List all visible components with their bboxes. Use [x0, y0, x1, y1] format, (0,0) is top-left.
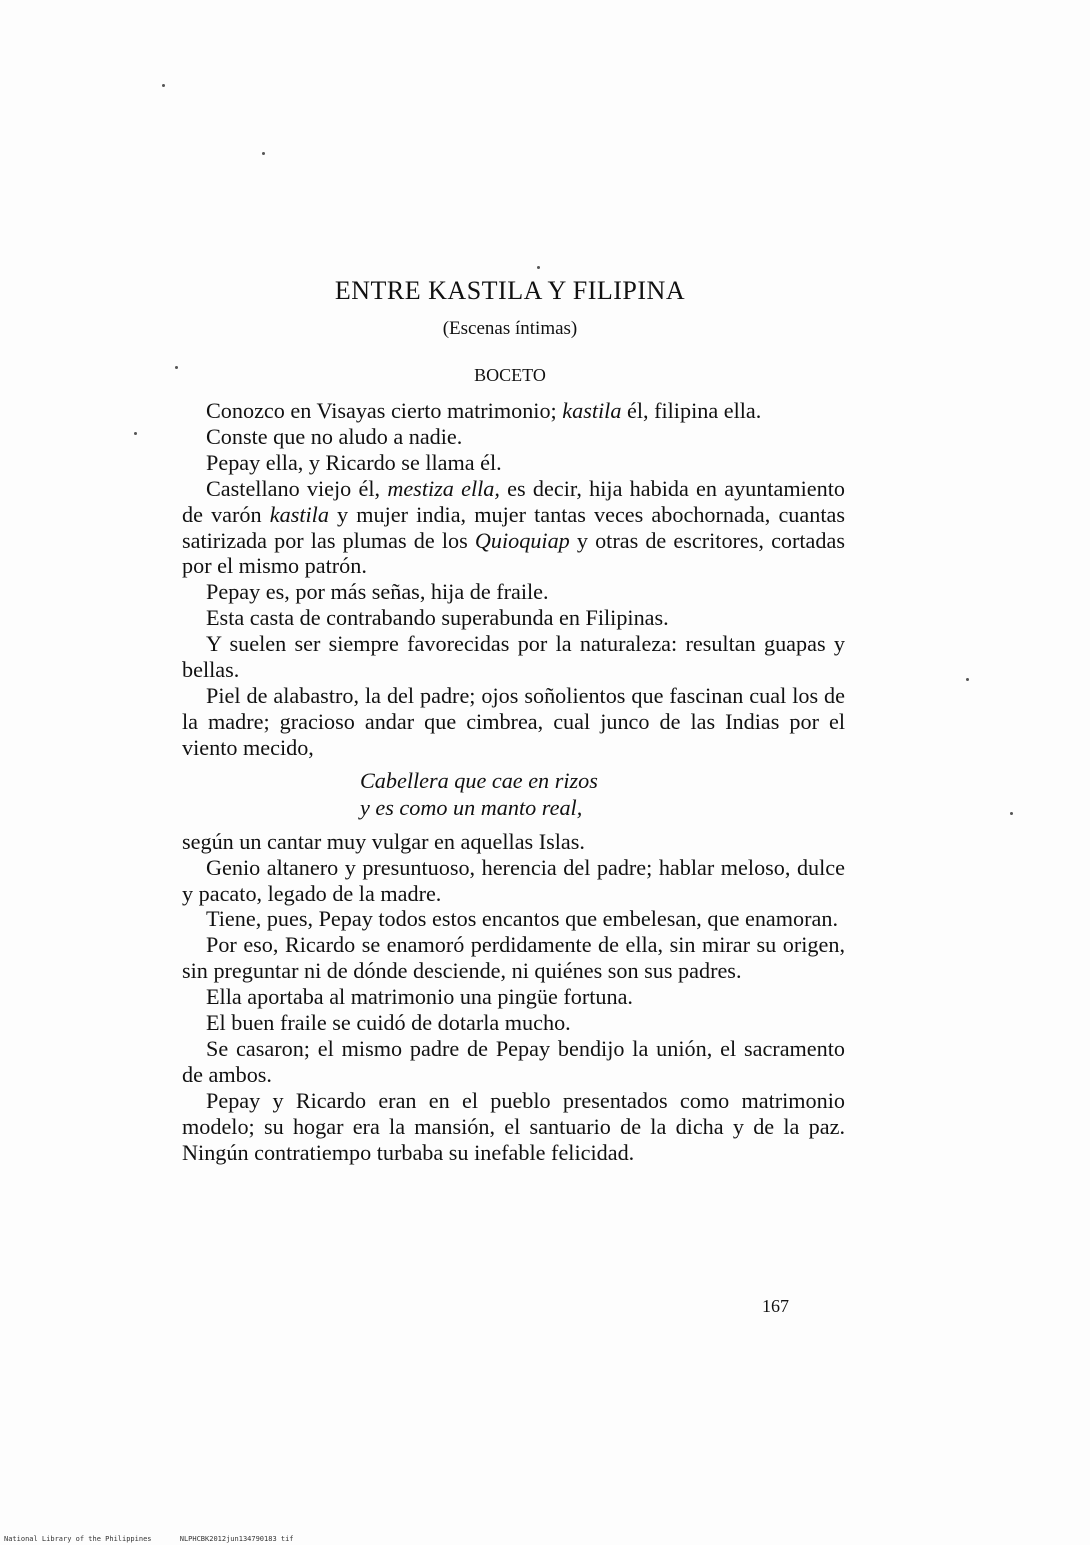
scan-speck [162, 84, 165, 87]
paragraph-14: Se casaron; el mismo padre de Pepay bendijo la unión, el sacramento de ambos. [182, 1035, 845, 1087]
paragraph-9: Genio altanero y presuntuoso, herencia del padre; hablar meloso, dulce y pacato, legado de la madre. [182, 854, 845, 906]
page-number: 167 [762, 1296, 789, 1316]
paragraph-6: Esta casta de contrabando superabunda en Filipinas. [206, 605, 669, 631]
paragraph-2: Conste que no aludo a nadie. [206, 423, 463, 449]
scan-footer [4, 1535, 318, 1543]
verse-block [360, 767, 845, 821]
paragraph-7: Y suelen ser siempre favorecidas por la naturaleza: resultan guapas y bellas. [182, 631, 845, 683]
scan-speck [537, 266, 540, 269]
paragraph-15: Pepay y Ricardo eran en el pueblo presentados como matrimonio modelo; su hogar era la mansión, el santuario de la dicha y de la paz. Ningún contratiempo turbaba su inefable felicidad. [182, 1087, 845, 1165]
footer-file: NLPHCBK2012jun134790183 tif [179, 1535, 294, 1543]
body-text [182, 398, 845, 1165]
scan-speck [262, 152, 265, 155]
paragraph-13: El buen fraile se cuidó de dotarla mucho. [206, 1010, 571, 1036]
verse-line-2: y es como un manto real, [360, 794, 583, 820]
chapter-subtitle: (Escenas íntimas) [442, 318, 578, 339]
footer-library: National Library of the Philippines [4, 1535, 152, 1543]
verse-line-1: Cabellera que cae en rizos [360, 767, 598, 793]
paragraph-3: Pepay ella, y Ricardo se llama él. [206, 449, 502, 475]
chapter-title: ENTRE KASTILA Y FILIPINA [334, 276, 686, 305]
scan-speck [1010, 812, 1013, 815]
paragraph-5: Pepay es, por más señas, hija de fraile. [206, 579, 549, 605]
paragraph-11: Por eso, Ricardo se enamoró perdidamente de ella, sin mirar su origen, sin preguntar ni de dónde desciende, ni quiénes son sus padres. [182, 932, 845, 984]
paragraph-1: Conozco en Visayas cierto matrimonio; kastila él, filipina ella. [206, 398, 762, 423]
scan-speck [175, 366, 178, 369]
scan-speck [966, 678, 969, 681]
paragraph-4: Castellano viejo él, mestiza ella, es decir, hija habida en ayuntamiento de varón kastila y mujer india, mujer tantas veces abochornada, cuantas satirizada por las plumas de los Quioquiap y otras de escritores, cortadas por el mismo patrón. [182, 475, 845, 579]
paragraph-after-verse: según un cantar muy vulgar en aquellas Islas. [182, 828, 585, 854]
scan-speck [134, 432, 137, 435]
paragraph-10: Tiene, pues, Pepay todos estos encantos que embelesan, que enamoran. [206, 906, 838, 932]
paragraph-12: Ella aportaba al matrimonio una pingüe fortuna. [206, 984, 633, 1010]
section-heading: BOCETO [474, 365, 546, 385]
paragraph-8: Piel de alabastro, la del padre; ojos soñolientos que fascinan cual los de la madre; gracioso andar que cimbrea, cual junco de las Indias por el viento mecido, [182, 682, 845, 760]
